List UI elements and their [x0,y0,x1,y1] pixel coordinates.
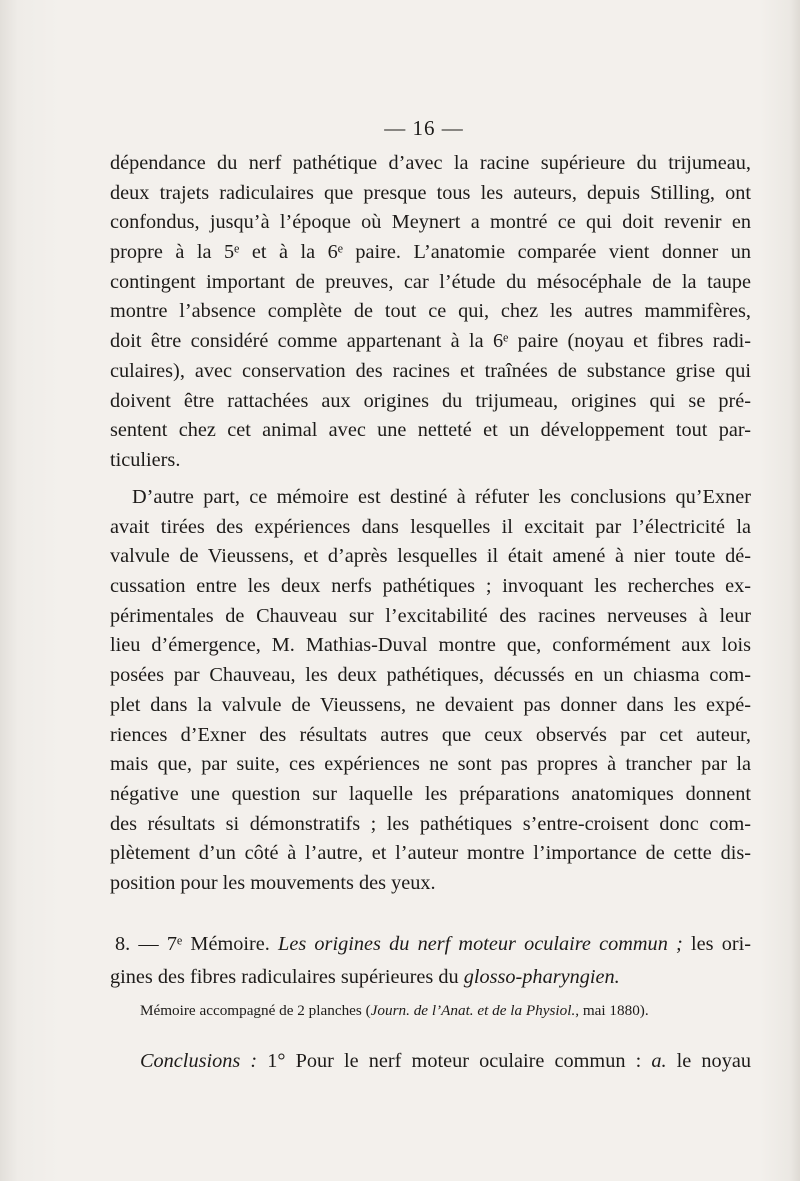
note-end: , mai 1880). [575,1002,649,1019]
publication-note [140,1002,649,1020]
paragraph-2-line: plet dans la valvule de Vieussens, ne devaient pas donner dans les expé- [110,693,751,716]
paragraph-1-line: culaires), avec conservation des racines et traînées de substance grise qui [110,359,751,382]
paragraph-2-line: D’autre part, ce mémoire est destiné à réfuter les conclusions qu’Exner [132,486,751,508]
paragraph-2-line: position pour les mouvements des yeux. [110,871,436,894]
paragraph-1-line: confondus, jusqu’à l’époque où Meynert a montré ce qui doit revenir en [110,211,751,234]
paragraph-1 [110,149,751,476]
paragraph-1-line: contingent important de preuves, car l’étude du mésocéphale de la taupe [110,270,751,293]
paragraph-1-line: dépendance du nerf pathétique d’avec la racine supérieure du trijumeau, [110,152,751,174]
section-heading-line-2 [110,961,751,994]
paragraph-2-line: plètement d’un côté à l’autre, et l’auteur montre l’importance de cette dis- [110,842,751,865]
paragraph-1-line: doivent être rattachées aux origines du trijumeau, origines qui se pré- [110,389,751,412]
note-start: Mémoire accompagné de 2 planches ( [140,1002,371,1019]
paragraph-2-line: riences d’Exner des résultats autres que ceux observés par cet auteur, [110,723,751,746]
page-number: — 16 — [384,116,464,140]
note-journal: Journ. de l’Anat. et de la Physiol. [370,1002,576,1019]
paragraph-2-line: périmentales de Chauveau sur l’excitabilité des racines nerveuses à leur [110,604,751,627]
conclusions-end: le noyau [676,1050,751,1072]
paragraph-1-line: sentent chez cet animal avec une netteté et un développement tout par- [110,419,751,442]
conclusions-text: 1° Pour le nerf moteur oculaire commun : [267,1050,642,1072]
paragraph-1-line: doit être considéré comme appartenant à la 6ᵉ paire (noyau et fibres radi- [110,330,751,353]
conclusions-italic: a. [651,1050,667,1072]
conclusions [140,1046,751,1076]
section-number: 8. — 7ᵉ Mémoire. [115,933,270,955]
paragraph-2-line: des résultats si démonstratifs ; les pathétiques s’entre-croisent donc com- [110,812,751,835]
section-heading-line-1 [110,928,751,961]
paragraph-1-line: deux trajets radiculaires que presque tous les auteurs, depuis Stilling, ont [110,181,751,204]
paragraph-2-line: posées par Chauveau, les deux pathétiques, décussés en un chiasma com- [110,664,751,687]
section-line2-italic: glosso-pharyngien. [463,966,620,988]
paragraph-2-line: cussation entre les deux nerfs pathétiques ; invoquant les recherches ex- [110,575,751,598]
section-title-rest: les ori- [690,933,751,955]
paragraph-1-line: montre l’absence complète de tout ce qui, chez les autres mammifères, [110,300,751,323]
section-heading [110,928,751,994]
section-line2-start: gines des fibres radiculaires supérieures du [110,966,459,988]
conclusions-label: Conclusions : [140,1050,258,1072]
paragraph-2-line: mais que, par suite, ces expériences ne sont pas propres à trancher par la [110,753,751,776]
conclusions-line [140,1046,751,1076]
paragraph-2 [110,483,751,899]
paragraph-2-line: avait tirées des expériences dans lesquelles il excitait par l’électricité la [110,515,751,538]
paragraph-2-line: valvule de Vieussens, et d’après lesquelles il était amené à nier toute dé- [110,545,751,568]
paragraph-1-line: propre à la 5ᵉ et à la 6ᵉ paire. L’anatomie comparée vient donner un [110,241,751,264]
section-title-italic: Les origines du nerf moteur oculaire commun ; [278,933,683,955]
paragraph-2-line: négative une question sur laquelle les préparations anatomiques donnent [110,782,751,805]
paragraph-1-line: ticuliers. [110,448,181,471]
paragraph-2-line: lieu d’émergence, M. Mathias-Duval montre que, conformément aux lois [110,634,751,657]
